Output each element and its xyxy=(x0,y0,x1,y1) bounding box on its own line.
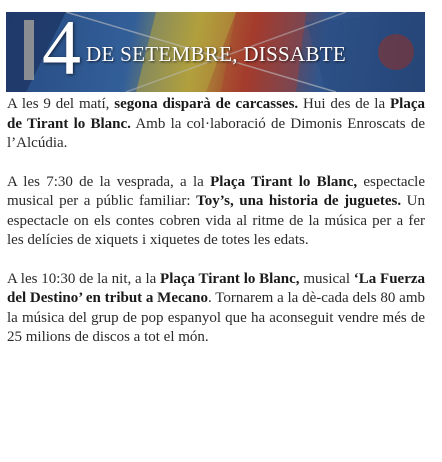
event-location: Plaça de Tirant lo Blanc. xyxy=(7,96,425,132)
event-paragraph xyxy=(7,173,425,251)
event-location: Plaça Tirant lo Blanc, xyxy=(160,270,300,287)
event-text: Un espectacle on els contes cobren vida al ritme de la música per a fer les delícies de xiquets i xiquetes de totes les edats. xyxy=(7,193,425,248)
event-text: espectacle musical per a públic familiar: xyxy=(7,173,426,209)
event-highlight: ‘La Fuerza del Destino’ en tribut a Mecano xyxy=(7,270,426,306)
event-text: Amb la col·laboració de Dimonis Enroscats de l’Alcúdia. xyxy=(7,115,425,151)
event-list xyxy=(7,95,425,367)
event-paragraph xyxy=(7,270,425,348)
event-text: A les 10:30 de la nit, a la xyxy=(7,270,161,287)
event-text: . Tornarem a la dè-cada dels 80 amb la música del grup de pop espanyol que ha aconseguit vendre més de 25 milions de discos a tot el món. xyxy=(7,290,425,345)
event-paragraph xyxy=(7,95,425,154)
event-text: Hui des de la xyxy=(298,96,390,112)
event-text: musical xyxy=(299,270,354,287)
event-text: A les 7:30 de la vesprada, a la xyxy=(7,173,211,190)
header-banner xyxy=(6,12,425,92)
day-number: 4 xyxy=(42,12,81,91)
date-heading: DE SETEMBRE, DISSABTE xyxy=(86,42,347,66)
event-highlight: segona disparà de carcasses. xyxy=(114,96,299,112)
event-text: A les 9 del matí, xyxy=(7,96,115,112)
event-highlight: Toy’s, una historia de juguetes. xyxy=(196,193,402,209)
event-location: Plaça Tirant lo Blanc, xyxy=(210,173,358,190)
